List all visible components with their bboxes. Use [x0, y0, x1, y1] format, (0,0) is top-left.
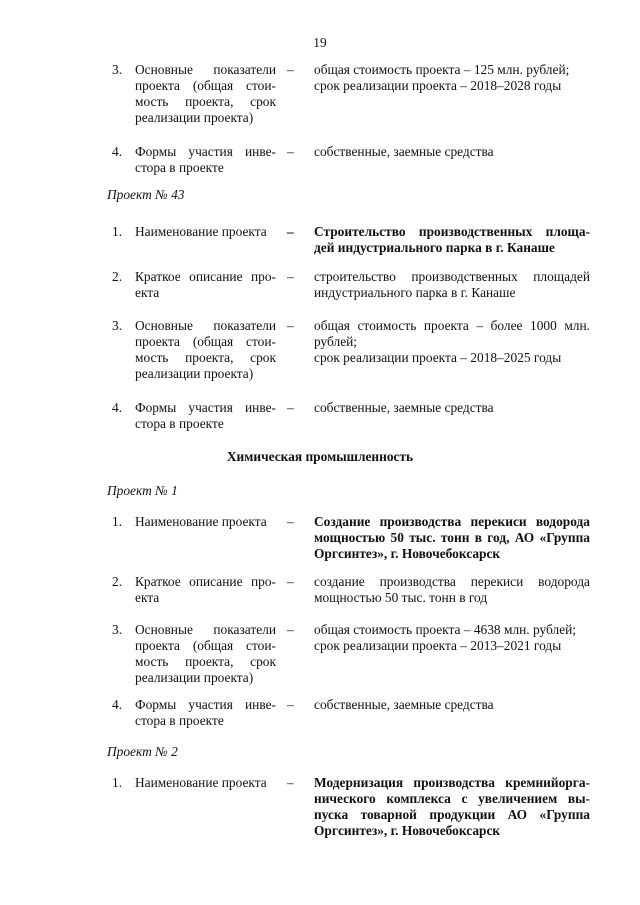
item-number: 1. — [112, 224, 123, 239]
item-dash: – — [287, 514, 294, 529]
item-dash: – — [287, 144, 294, 159]
item-label: Наименование проекта — [135, 775, 267, 790]
item-value: создание производства перекиси водорода мощностью 50 тыс. тонн в год — [314, 574, 590, 605]
project-title: Проект № 2 — [107, 744, 178, 759]
page-number: 19 — [313, 35, 327, 50]
item-label: Наименование проекта — [135, 514, 267, 529]
item-value: строительство производственных площадей индустриального парка в г. Канаше — [314, 269, 590, 300]
section-title: Химическая промышленность — [226, 449, 414, 464]
item-number: 3. — [112, 62, 123, 77]
item-value: собственные, заемные средства — [314, 697, 494, 712]
item-number: 3. — [112, 318, 123, 333]
item-label: Формы участия инве- стора в проекте — [135, 400, 276, 431]
item-dash: – — [287, 318, 294, 333]
item-label: Основные показатели проекта (общая стои- мость проекта, срок реализации проекта) — [135, 622, 276, 685]
item-number: 4. — [112, 144, 123, 159]
item-value: общая стоимость проекта – 4638 млн. рублей; срок реализации проекта – 2013–2021 годы — [314, 622, 577, 653]
item-label: Основные показатели проекта (общая стои- мость проекта, срок реализации проекта) — [135, 62, 276, 125]
project-title: Проект № 1 — [107, 483, 178, 498]
item-dash: – — [287, 697, 294, 712]
item-number: 2. — [112, 269, 123, 284]
item-label: Наименование проекта — [135, 224, 267, 239]
item-dash: – — [287, 269, 294, 284]
item-label: Формы участия инве- стора в проекте — [135, 697, 276, 728]
item-value: Строительство производственных площа- дей индустриального парка в г. Канаше — [314, 224, 590, 255]
item-dash: – — [287, 622, 294, 637]
item-number: 2. — [112, 574, 123, 589]
item-value: Модернизация производства кремнийорга- нического комплекса с увеличением вы- пуска товарной продукции АО «Группа Оргсинтез», г. Новочебоксарск — [314, 775, 590, 838]
item-dash: – — [287, 775, 294, 790]
item-number: 1. — [112, 775, 123, 790]
item-dash: – — [287, 400, 294, 415]
item-label: Формы участия инве- стора в проекте — [135, 144, 276, 175]
item-label: Краткое описание про- екта — [135, 574, 276, 605]
item-value: Создание производства перекиси водорода мощностью 50 тыс. тонн в год, АО «Группа Оргсинтез», г. Новочебоксарск — [314, 514, 590, 561]
item-value: собственные, заемные средства — [314, 144, 494, 159]
item-dash: – — [287, 62, 294, 77]
item-number: 1. — [112, 514, 123, 529]
item-value: собственные, заемные средства — [314, 400, 494, 415]
item-number: 4. — [112, 400, 123, 415]
item-label: Основные показатели проекта (общая стои- мость проекта, срок реализации проекта) — [135, 318, 276, 381]
item-dash: – — [287, 574, 294, 589]
item-value: общая стоимость проекта – более 1000 млн. рублей; срок реализации проекта – 2018–2025 годы — [314, 318, 590, 365]
item-dash: – — [287, 224, 294, 239]
item-label: Краткое описание про- екта — [135, 269, 276, 300]
item-value: общая стоимость проекта – 125 млн. рублей; срок реализации проекта – 2018–2028 годы — [314, 62, 570, 93]
project-title: Проект № 43 — [107, 187, 185, 202]
item-number: 3. — [112, 622, 123, 637]
item-number: 4. — [112, 697, 123, 712]
